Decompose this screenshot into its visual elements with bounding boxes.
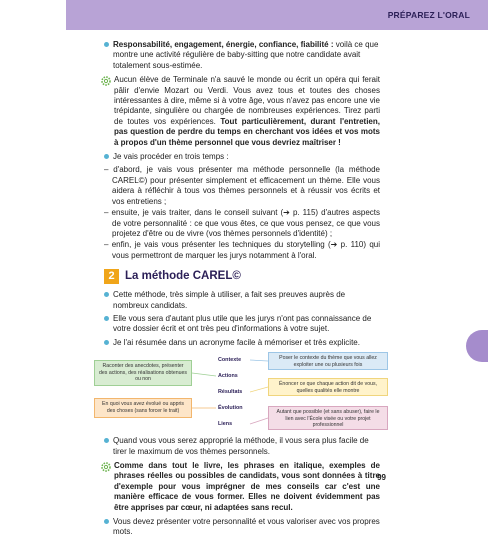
- bullet-icon: [104, 42, 109, 47]
- plan-item: – ensuite, je vais traiter, dans le conseil suivant (➔ p. 115) d'autres aspects de votre personnalité : ce que vous êtes, ce que vous pensez, ce que vous projetez d'être ou de vivre (vos thèmes personnels d'identité) ;: [104, 208, 380, 238]
- bullet-icon: [104, 519, 109, 524]
- list-item: [104, 338, 380, 348]
- page-content: [99, 40, 380, 541]
- carel-letter-e: Évolution: [218, 404, 243, 411]
- plan-lead: [104, 152, 380, 162]
- intro-text: voilà ce que montre une activité régulière de baby-sitting que notre candidate avait totalement sous-estimée.: [113, 40, 379, 70]
- list-item: [104, 436, 380, 457]
- bullet-icon: [104, 292, 109, 297]
- list-item-text: Quand vous vous serez approprié la méthode, il vous sera plus facile de tirer le maximum de vos thèmes personnels.: [113, 436, 369, 456]
- section-heading: [104, 269, 380, 284]
- bullet-icon: [104, 154, 109, 159]
- carel-letter-r: Résultats: [218, 388, 243, 395]
- gear-icon: [100, 461, 112, 473]
- list-item: [104, 290, 380, 311]
- list-item-text: Vous devez présenter votre personnalité et vous valoriser avec vos propres mots.: [113, 517, 380, 537]
- carel-letter-a: Actions: [218, 372, 238, 379]
- plan-item: – d'abord, je vais vous présenter ma méthode personnelle (la méthode CAREL©) pour présenter simplement et efficacement un thème. Elle vous aidera à réfléchir à tous vos thèmes personnels et à réussir vos écrits et vos entretiens ;: [104, 165, 380, 206]
- carel-diagram: [90, 352, 396, 432]
- diagram-box-results: Énoncer ce que chaque action dit de vous, quelles qualités elle montre: [268, 378, 388, 396]
- header-title: PRÉPAREZ L'ORAL: [387, 10, 470, 20]
- note-2-text: Comme dans tout le livre, les phrases en italique, exemples de phrases réelles ou possibles de candidats, vous sont données à titre d'exemple pour vous imprégner de mes conseils car c'est une manière efficace de vous former. Elles ne doivent évidemment pas être apprises par cœur, ni adaptées sans recul.: [114, 460, 380, 512]
- diagram-box-links: Autant que possible (et sans abuser), faire le lien avec l'École visée ou votre projet professionnel: [268, 406, 388, 430]
- list-item-text: Je l'ai résumée dans un acronyme facile à mémoriser et très explicite.: [113, 337, 360, 347]
- intro-bullet: [104, 40, 380, 71]
- side-tab: [466, 330, 488, 362]
- bullet-icon: [104, 438, 109, 443]
- page-number: 99: [377, 473, 386, 482]
- plan-item: – enfin, je vais vous présenter les techniques du storytelling (➔ p. 110) qui vous permettront de marquer les jurys notamment à l'oral.: [104, 240, 380, 260]
- list-item-text: Cette méthode, très simple à utiliser, a fait ses preuves auprès de nombreux candidats.: [113, 290, 346, 310]
- intro-bold: Responsabilité, engagement, énergie, confiance, fiabilité :: [113, 40, 334, 49]
- diagram-box-context: Poser le contexte du thème que vous allez exploiter une ou plusieurs fois: [268, 352, 388, 370]
- note-1-bold: Tout particulièrement, durant l'entretien, pas question de perdre du temps en cherchant vos idées et vos mots à propos d'un thème personnel que vous devriez maîtriser !: [114, 116, 380, 147]
- gear-icon: [100, 75, 112, 87]
- list-item: [104, 314, 380, 335]
- bullet-icon: [104, 316, 109, 321]
- diagram-box-evolution: En quoi vous avez évolué ou appris des choses (sans forcer le trait): [94, 398, 192, 418]
- carel-letter-c: Contexte: [218, 356, 242, 363]
- header-band: [66, 0, 488, 30]
- bullet-icon: [104, 340, 109, 345]
- section-number: 2: [104, 269, 119, 284]
- list-item: [104, 517, 380, 538]
- carel-acronym: [218, 352, 246, 432]
- list-item-text: Elle vous sera d'autant plus utile que les jurys n'ont pas connaissance de votre dossier écrit et ont très peu d'informations à votre sujet.: [113, 313, 372, 334]
- plan-lead-text: Je vais procéder en trois temps :: [113, 152, 229, 162]
- note-1-text: Aucun élève de Terminale n'a sauvé le monde ou écrit un opéra qui ferait pâlir d'envie Mozart ou Verdi. Vous avez tous et toutes des choses intéressantes à dire, même si à votre âge, vous n'avez pas encore une vie trépidante, singulière ou chargée de nombreuses expériences. Tirez parti de toutes vos expériences.: [114, 75, 380, 126]
- carel-letter-l: Liens: [218, 420, 233, 427]
- section-title: La méthode CAREL©: [125, 270, 241, 283]
- note-1: [114, 75, 380, 148]
- note-2: [114, 461, 380, 513]
- diagram-box-actions: Raconter des anecdotes, présenter des actions, des réalisations obtenues ou non: [94, 360, 192, 386]
